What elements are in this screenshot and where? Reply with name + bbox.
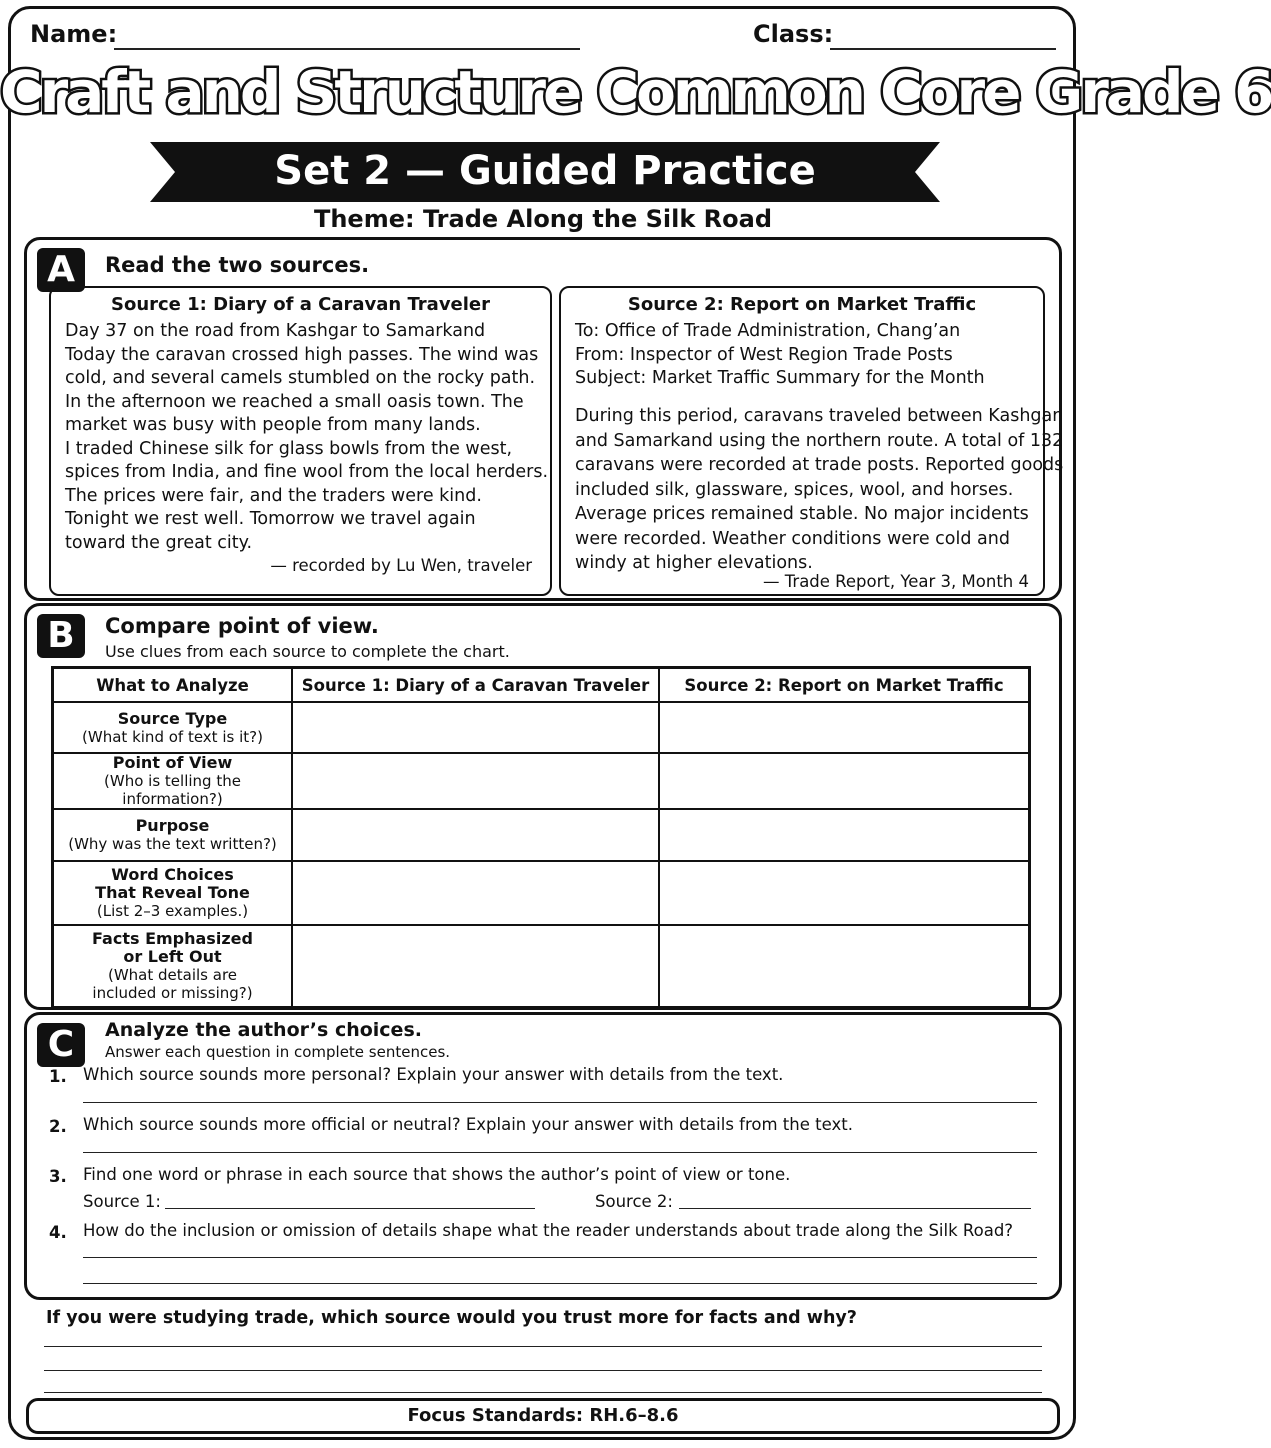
chart-row <box>53 861 1030 925</box>
question-number: 3. <box>49 1167 67 1186</box>
source-1-line: I traded Chinese silk for glass bowls from the west, <box>65 438 513 459</box>
answer-line[interactable] <box>83 1102 1037 1103</box>
theme-line: Theme: Trade Along the Silk Road <box>313 205 773 233</box>
chart-header-row <box>53 668 1030 703</box>
chart-cell-source-1[interactable] <box>292 809 659 861</box>
source-2-line: and Samarkand using the northern route. A total of 132 <box>575 430 1064 451</box>
source-2-line: windy at higher elevations. <box>575 553 813 573</box>
source-2-text <box>575 404 1063 576</box>
chart-col-source-2: Source 2: Report on Market Traffic <box>659 668 1030 703</box>
chart-row <box>53 753 1030 809</box>
section-c <box>24 1012 1062 1300</box>
source-1-line: spices from India, and fine wool from the local herders. <box>65 462 549 482</box>
section-b-subheading: Use clues from each source to complete the chart. <box>105 642 510 661</box>
section-c-subheading: Answer each question in complete sentences. <box>105 1043 451 1061</box>
chart-cell-source-2[interactable] <box>659 753 1030 809</box>
memo-line: From: Inspector of West Region Trade Posts <box>575 344 953 365</box>
final-answer-line[interactable] <box>44 1370 1042 1371</box>
final-answer-line[interactable] <box>44 1392 1042 1393</box>
chart-row-label <box>53 809 293 861</box>
name-label: Name: <box>30 20 118 48</box>
chart-cell-source-1[interactable] <box>292 925 659 1007</box>
source-2-answer-line[interactable] <box>679 1208 1031 1209</box>
source-2-signature: — Trade Report, Year 3, Month 4 <box>763 572 1029 591</box>
question-number: 4. <box>49 1223 67 1242</box>
row-title: Facts Emphasized or Left Out <box>92 928 253 966</box>
final-answer-line[interactable] <box>44 1346 1042 1347</box>
chart-row <box>53 702 1030 753</box>
source-1-answer-label: Source 1: <box>83 1192 161 1211</box>
row-title: Source Type <box>117 708 228 728</box>
source-1-line: Day 37 on the road from Kashgar to Samarkand <box>65 321 486 341</box>
memo-line: Subject: Market Traffic Summary for the Month <box>575 368 985 388</box>
source-2-answer-label: Source 2: <box>595 1192 673 1211</box>
source-1-line: In the afternoon we reached a small oasis town. The <box>65 391 524 412</box>
source-1-line: toward the great city. <box>65 532 253 553</box>
answer-line[interactable] <box>83 1152 1037 1153</box>
worksheet-title: Craft and Structure Common Core Grade 6 <box>0 58 1271 126</box>
comparison-chart <box>51 666 1031 1009</box>
chart-row-label <box>53 753 293 809</box>
source-1-line: market was busy with people from many lands. <box>65 415 481 435</box>
row-hint: (What details are included or missing?) <box>92 965 253 1002</box>
section-a <box>24 237 1062 601</box>
source-2-title: Source 2: Report on Market Traffic <box>627 294 977 315</box>
question-text: Which source sounds more official or neutral? Explain your answer with details from the text. <box>83 1115 853 1134</box>
row-hint: (Who is telling the information?) <box>104 772 241 808</box>
question-text: Which source sounds more personal? Explain your answer with details from the text. <box>83 1065 784 1084</box>
section-a-badge: A <box>37 248 85 292</box>
question-text: Find one word or phrase in each source that shows the author’s point of view or tone. <box>83 1165 791 1184</box>
source-1-text <box>65 320 548 555</box>
class-label: Class: <box>753 20 834 48</box>
source-1-line: cold, and several camels stumbled on the rocky path. <box>65 368 536 388</box>
chart-col-source-1: Source 1: Diary of a Caravan Traveler <box>292 668 659 703</box>
chart-row <box>53 809 1030 861</box>
source-2-line: were recorded. Weather conditions were cold and <box>575 528 1010 549</box>
row-hint: (Why was the text written?) <box>68 835 277 853</box>
chart-cell-source-1[interactable] <box>292 702 659 753</box>
chart-row-label <box>53 861 293 925</box>
focus-standards-footer: Focus Standards: RH.6–8.6 <box>26 1398 1060 1434</box>
class-field-line[interactable] <box>830 48 1056 50</box>
chart-row-label <box>53 925 293 1007</box>
source-1-box <box>49 286 552 596</box>
source-1-answer-line[interactable] <box>165 1208 535 1209</box>
chart-cell-source-2[interactable] <box>659 809 1030 861</box>
section-c-badge: C <box>37 1023 85 1067</box>
chart-cell-source-2[interactable] <box>659 861 1030 925</box>
set-banner <box>150 142 940 202</box>
answer-line[interactable] <box>83 1257 1037 1258</box>
question-number: 1. <box>49 1067 67 1086</box>
question-text: How do the inclusion or omission of details shape what the reader understands about trade along the Silk Road? <box>83 1221 1014 1240</box>
chart-cell-source-1[interactable] <box>292 753 659 809</box>
memo-line: To: Office of Trade Administration, Chang’an <box>575 321 961 341</box>
row-title: Purpose <box>135 816 210 835</box>
chart-row <box>53 925 1030 1007</box>
chart-col-analyze: What to Analyze <box>53 668 293 703</box>
source-1-line: The prices were fair, and the traders were kind. <box>65 485 482 506</box>
source-2-line: included silk, glassware, spices, wool, and horses. <box>575 479 1014 500</box>
banner-text: Set 2 — Guided Practice <box>274 148 816 194</box>
section-c-heading: Analyze the author’s choices. <box>105 1019 422 1041</box>
row-title: Point of View <box>112 753 233 772</box>
chart-cell-source-2[interactable] <box>659 702 1030 753</box>
source-2-memo <box>575 320 985 391</box>
source-2-line: caravans were recorded at trade posts. Reported goods <box>575 455 1064 475</box>
name-field-line[interactable] <box>114 48 580 50</box>
section-a-heading: Read the two sources. <box>105 253 370 277</box>
row-hint: (List 2–3 examples.) <box>96 902 249 920</box>
source-1-line: Today the caravan crossed high passes. The wind was <box>65 344 539 365</box>
row-hint: (What kind of text is it?) <box>82 727 263 746</box>
section-b-heading: Compare point of view. <box>105 614 379 638</box>
chart-cell-source-1[interactable] <box>292 861 659 925</box>
chart-row-label <box>53 702 293 753</box>
section-b-badge: B <box>37 614 85 658</box>
chart-cell-source-2[interactable] <box>659 925 1030 1007</box>
source-1-title: Source 1: Diary of a Caravan Traveler <box>110 294 491 315</box>
source-1-line: Tonight we rest well. Tomorrow we travel again <box>65 509 476 529</box>
section-b <box>24 603 1062 1010</box>
row-title: Word Choices That Reveal Tone <box>95 865 250 902</box>
source-2-box <box>559 286 1064 596</box>
source-2-line: During this period, caravans traveled between Kashgar <box>575 406 1060 426</box>
source-1-signature: — recorded by Lu Wen, traveler <box>270 556 532 575</box>
question-number: 2. <box>49 1117 67 1136</box>
source-2-line: Average prices remained stable. No major incidents <box>575 504 1029 524</box>
answer-line[interactable] <box>83 1283 1037 1284</box>
final-question: If you were studying trade, which source would you trust more for facts and why? <box>46 1308 857 1328</box>
